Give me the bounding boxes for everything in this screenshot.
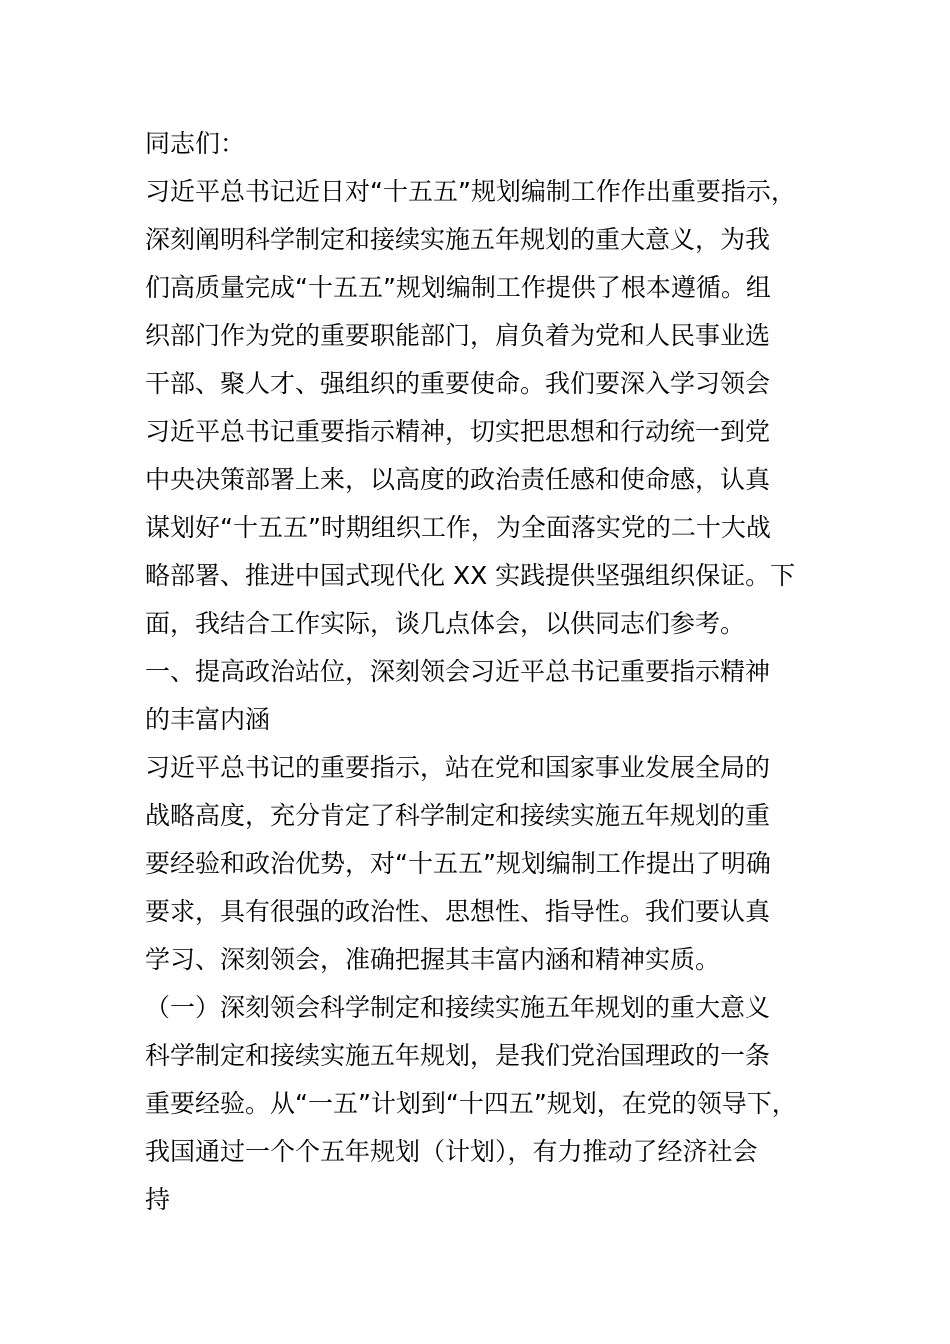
section-heading-1-cont: 的丰富内涵 bbox=[145, 705, 271, 734]
text-line: 要经验和政治优势，对“十五五”规划编制工作提出了明确 bbox=[145, 849, 771, 878]
text-line: 战略高度，充分肯定了科学制定和接续实施五年规划的重 bbox=[145, 801, 771, 830]
text-line: 重要经验。从“一五”计划到“十四五”规划，在党的领导下， bbox=[145, 1089, 797, 1118]
salutation: 同志们： bbox=[145, 129, 246, 158]
text-line: 习近平总书记的重要指示，站在党和国家事业发展全局的 bbox=[145, 753, 771, 782]
text-line: 深刻阐明科学制定和接续实施五年规划的重大意义，为我 bbox=[145, 225, 771, 254]
text-line: 们高质量完成“十五五”规划编制工作提供了根本遵循。组 bbox=[145, 273, 771, 302]
text-line: 要求，具有很强的政治性、思想性、指导性。我们要认真 bbox=[145, 897, 771, 926]
text-line: 略部署、推进中国式现代化 XX 实践提供坚强组织保证。下 bbox=[145, 561, 796, 590]
text-line: 干部、聚人才、强组织的重要使命。我们要深入学习领会 bbox=[145, 369, 771, 398]
subsection-heading-1: （一）深刻领会科学制定和接续实施五年规划的重大意义 bbox=[145, 993, 771, 1022]
text-line: 织部门作为党的重要职能部门，肩负着为党和人民事业选 bbox=[145, 321, 771, 350]
text-line: 我国通过一个个五年规划（计划），有力推动了经济社会 bbox=[145, 1137, 758, 1166]
document-body bbox=[145, 120, 845, 1224]
text-line: 科学制定和接续实施五年规划，是我们党治国理政的一条 bbox=[145, 1041, 771, 1070]
section-heading-1: 一、提高政治站位，深刻领会习近平总书记重要指示精神 bbox=[145, 657, 771, 686]
text-line: 持 bbox=[145, 1185, 171, 1214]
text-line: 谋划好“十五五”时期组织工作，为全面落实党的二十大战 bbox=[145, 513, 771, 542]
text-line: 习近平总书记重要指示精神，切实把思想和行动统一到党 bbox=[145, 417, 771, 446]
text-line: 习近平总书记近日对“十五五”规划编制工作作出重要指示， bbox=[145, 177, 796, 206]
text-line: 面，我结合工作实际，谈几点体会，以供同志们参考。 bbox=[145, 609, 746, 638]
text-line: 学习、深刻领会，准确把握其丰富内涵和精神实质。 bbox=[145, 945, 721, 974]
text-line: 中央决策部署上来，以高度的政治责任感和使命感，认真 bbox=[145, 465, 771, 494]
